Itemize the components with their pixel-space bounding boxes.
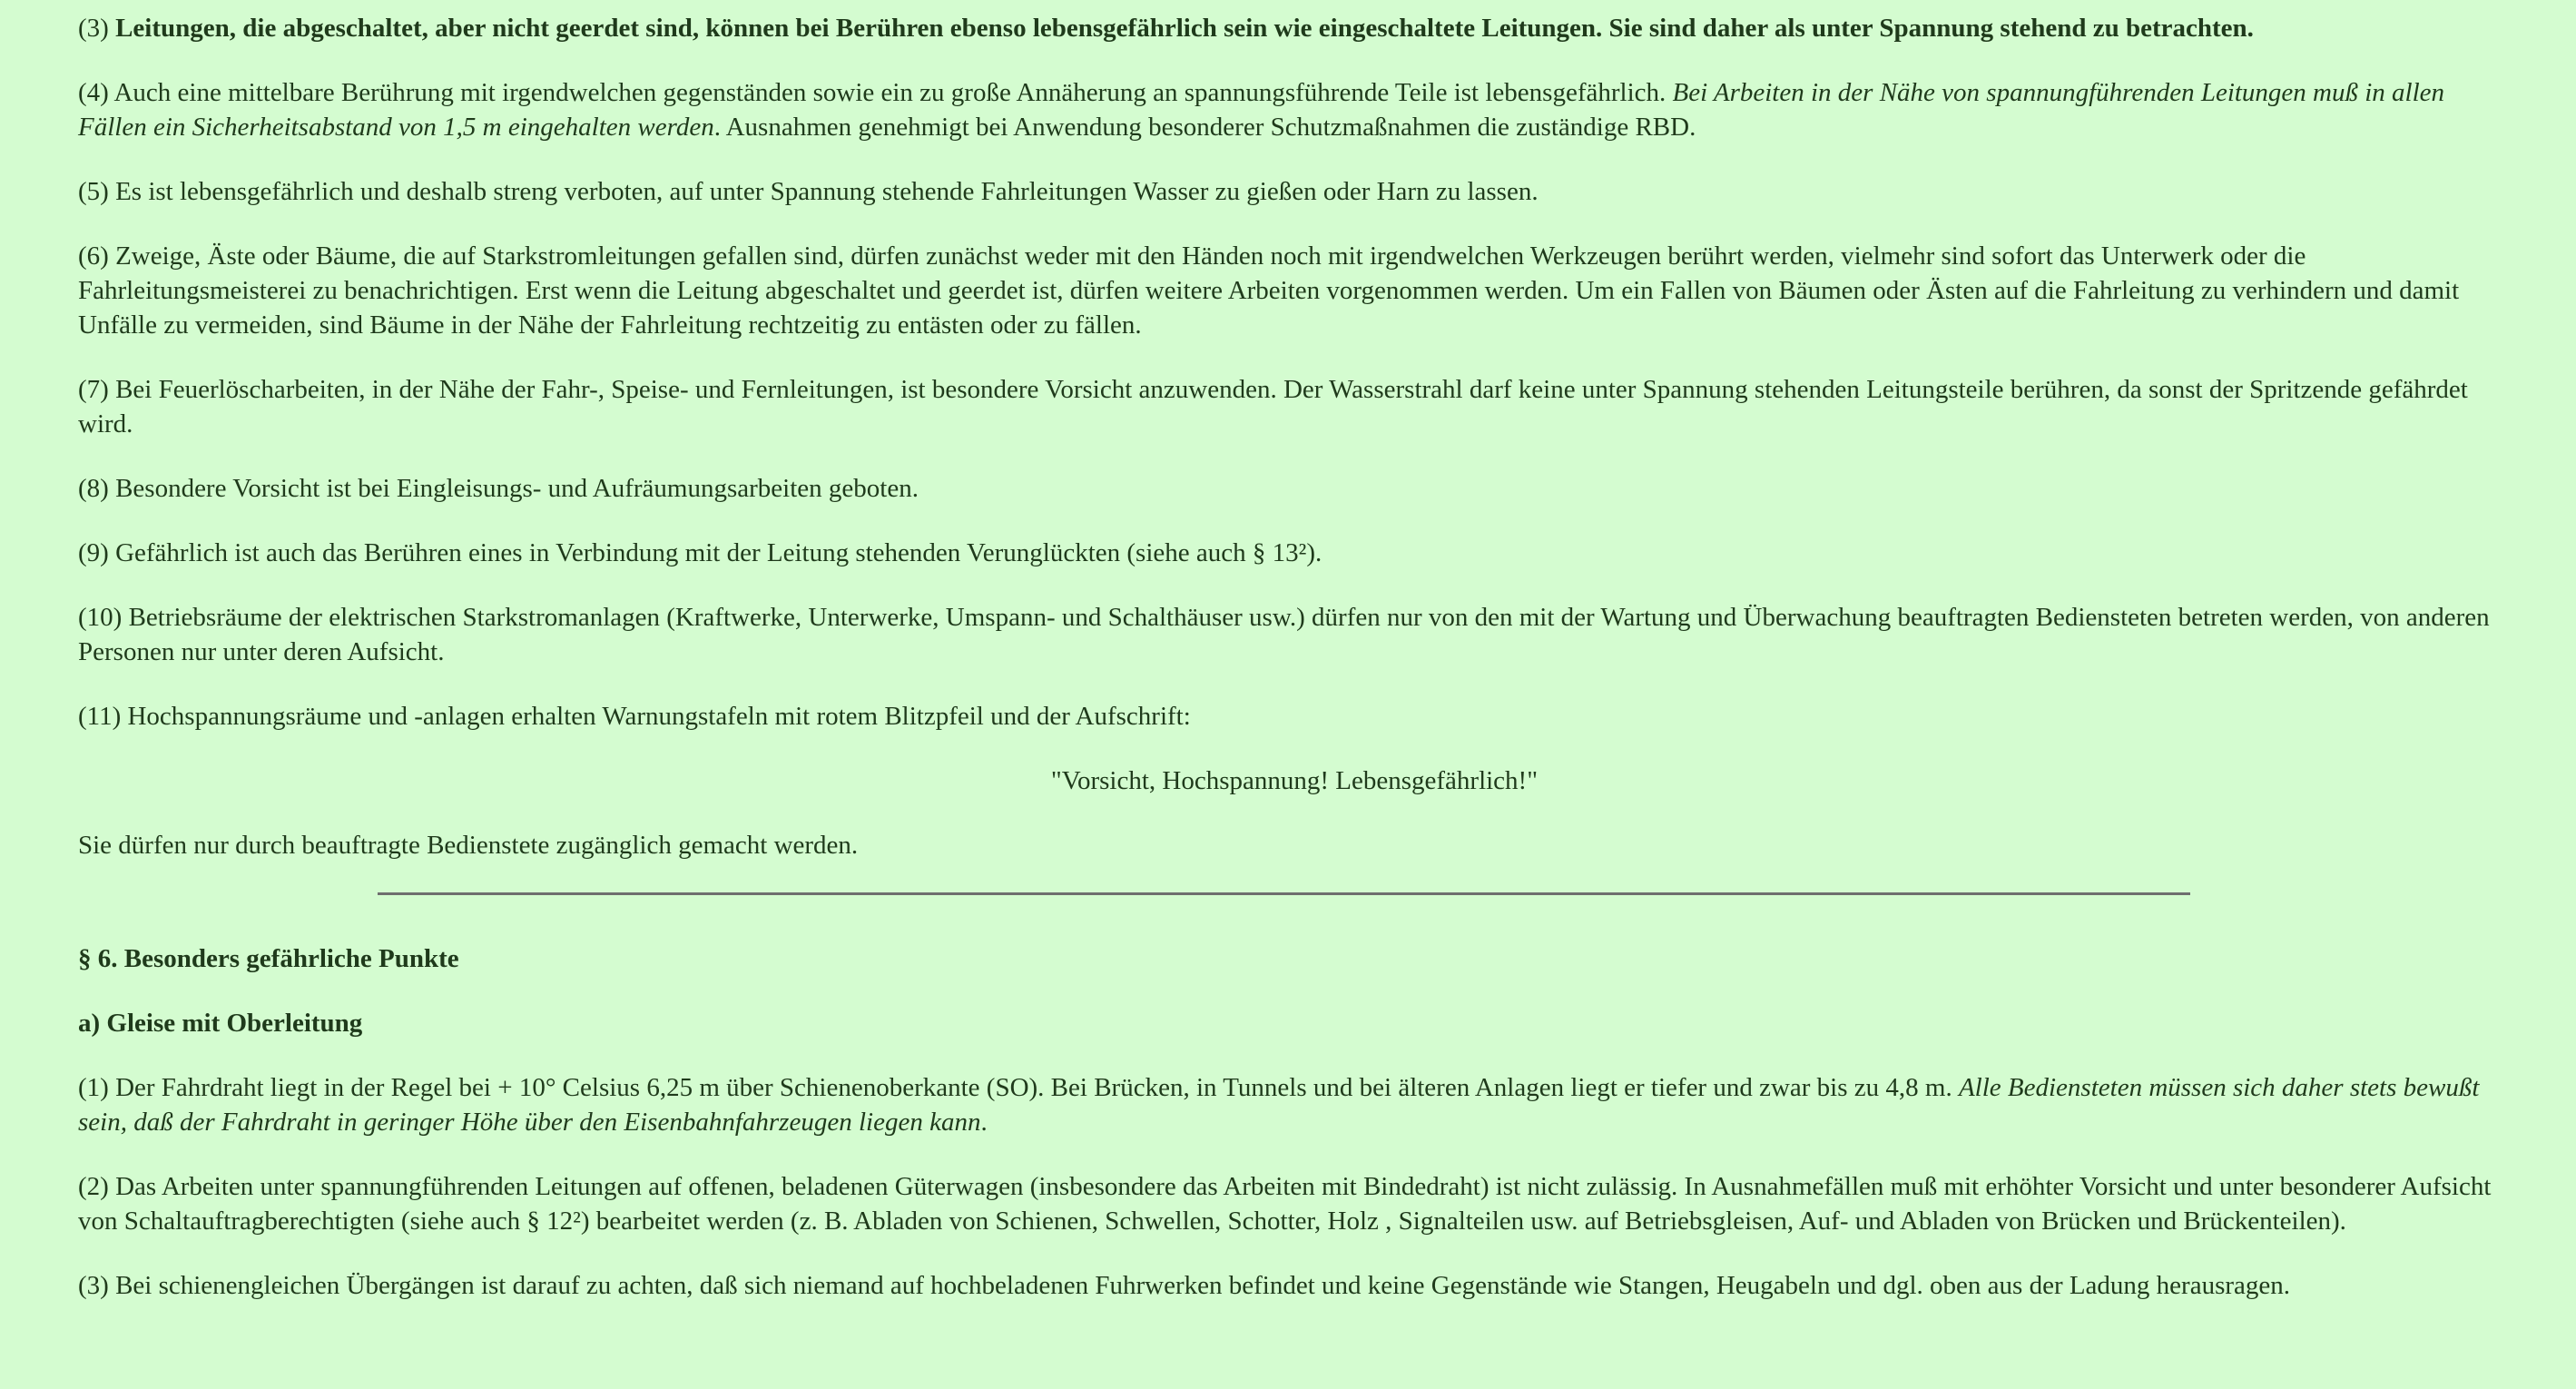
section-paragraph-2: (2) Das Arbeiten unter spannungführenden Leitungen auf offenen, beladenen Güterwagen (insbesondere das Arbeiten mit Bindedraht) ist nicht zulässig. In Ausnahmefällen muß mit erhöhter Vorsicht und unter besonderer Aufsicht von Schaltauftragberechtigten (siehe auch § 12²) bearbeitet werden (z. B. Abladen von Schienen, Schwellen, Schotter, Holz , Signalteilen usw. auf Betriebsgleisen, Auf- und Abladen von Brücken und Brückenteilen). [78,1172,2492,1236]
paragraph-after-quote: Sie dürfen nur durch beauftragte Bedienstete zugänglich gemacht werden. [78,831,859,860]
section-title: § 6. Besonders gefährliche Punkte [78,944,459,973]
italic-safety-distance: Bei Arbeiten in der Nähe von spannungführenden Leitungen muß in allen Fällen ein Sicherheitsabstand von 1,5 m eingehalten werden [78,78,2445,142]
paragraph-8: (8) Besondere Vorsicht ist bei Eingleisungs- und Aufräumungsarbeiten geboten. [78,474,919,503]
italic-wire-height: Alle Bediensteten müssen sich daher stets bewußt sein, daß der Fahrdraht in geringer Höhe über den Eisenbahnfahrzeugen liegen kann [78,1073,2480,1137]
paragraph-5: (5) Es ist lebensgefährlich und deshalb streng verboten, auf unter Spannung stehende Fahrleitungen Wasser zu gießen oder Harn zu lassen. [78,177,1539,206]
section-paragraph-3: (3) Bei schienengleichen Übergängen ist darauf zu achten, daß sich niemand auf hochbeladenen Fuhrwerken befindet und keine Gegenstände wie Stangen, Heugabeln und dgl. oben aus der Ladung herausragen. [78,1271,2291,1300]
paragraph-11: (11) Hochspannungsräume und -anlagen erhalten Warnungstafeln mit rotem Blitzpfeil und der Aufschrift: [78,702,1191,731]
paragraph-10: (10) Betriebsräume der elektrischen Starkstromanlagen (Kraftwerke, Unterwerke, Umspann- und Schalthäuser usw.) dürfen nur von den mit der Wartung und Überwachung beauftragten Bediensteten betreten werden, von anderen Personen nur unter deren Aufsicht. [78,603,2490,666]
section-paragraph-1: (1) Der Fahrdraht liegt in der Regel bei + 10° Celsius 6,25 m über Schienenoberkante (SO). Bei Brücken, in Tunnels und bei älteren Anlagen liegt er tiefer und zwar bis zu 4,8 m. Alle Bediensteten müssen sich daher stets bewußt sein, daß der Fahrdraht in geringer Höhe über den Eisenbahnfahrzeugen liegen kann. [78,1073,2480,1137]
bold-statement: Leitungen, die abgeschaltet, aber nicht geerdet sind, können bei Berühren ebenso lebensgefährlich sein wie eingeschaltete Leitungen. Sie sind daher als unter Spannung stehend zu betrachten. [115,14,2254,43]
horizontal-rule [378,892,2190,895]
document-body [78,11,2511,1333]
section-subtitle: a) Gleise mit Oberleitung [78,1009,363,1038]
paragraph-7: (7) Bei Feuerlöscharbeiten, in der Nähe der Fahr-, Speise- und Fernleitungen, ist besondere Vorsicht anzuwenden. Der Wasserstrahl darf keine unter Spannung stehenden Leitungsteile berühren, da sonst der Spritzende gefährdet wird. [78,375,2468,438]
paragraph-4: (4) Auch eine mittelbare Berührung mit irgendwelchen gegenständen sowie ein zu große Annäherung an spannungsführende Teile ist lebensgefährlich. Bei Arbeiten in der Nähe von spannungführenden Leitungen muß in allen Fällen ein Sicherheitsabstand von 1,5 m eingehalten werden. Ausnahmen genehmigt bei Anwendung besonderer Schutzmaßnahmen die zuständige RBD. [78,78,2445,142]
paragraph-6: (6) Zweige, Äste oder Bäume, die auf Starkstromleitungen gefallen sind, dürfen zunächst weder mit den Händen noch mit irgendwelchen Werkzeugen berührt werden, vielmehr sind sofort das Unterwerk oder die Fahrleitungsmeisterei zu benachrichtigen. Erst wenn die Leitung abgeschaltet und geerdet ist, dürfen weitere Arbeiten vorgenommen werden. Um ein Fallen von Bäumen oder Ästen auf die Fahrleitung zu verhindern und damit Unfälle zu vermeiden, sind Bäume in der Nähe der Fahrleitung rechtzeitig zu entästen oder zu fällen. [78,241,2460,340]
paragraph-9: (9) Gefährlich ist auch das Berühren eines in Verbindung mit der Leitung stehenden Verunglückten (siehe auch § 13²). [78,538,1322,567]
paragraph-3: (3) Leitungen, die abgeschaltet, aber nicht geerdet sind, können bei Berühren ebenso lebensgefährlich sein wie eingeschaltete Leitungen. Sie sind daher als unter Spannung stehend zu betrachten. [78,14,2254,43]
warning-quote: "Vorsicht, Hochspannung! Lebensgefährlich!" [1050,766,1539,795]
